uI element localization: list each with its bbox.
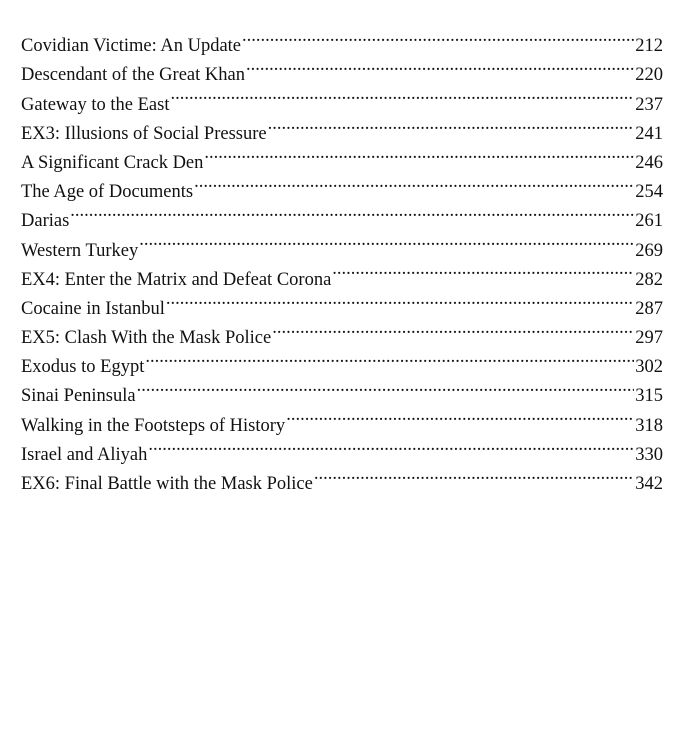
toc-entry-title: Sinai Peninsula <box>21 386 136 407</box>
toc-entry-page-number: 220 <box>635 65 663 86</box>
dot-leader <box>137 372 635 401</box>
toc-entry-title: Covidian Victime: An Update <box>21 36 242 57</box>
toc-entry-page-number: 237 <box>635 94 663 115</box>
toc-entry-page-number: 212 <box>635 36 663 57</box>
toc-entry-page-number: 315 <box>635 386 663 407</box>
dot-leader <box>194 168 634 197</box>
toc-entry-title: Exodus to Egypt <box>21 357 145 378</box>
dot-leader <box>268 110 635 139</box>
toc-entry-page-number: 282 <box>635 269 663 290</box>
dot-leader <box>242 22 634 51</box>
toc-entry-title: Gateway to the East <box>21 94 170 115</box>
toc-entry-title: Darias <box>21 211 70 232</box>
toc-entry-title: Cocaine in Istanbul <box>21 298 165 319</box>
toc-entry-page-number: 318 <box>635 415 663 436</box>
toc-entry-title: EX3: Illusions of Social Pressure <box>21 123 267 144</box>
dot-leader <box>314 460 634 489</box>
dot-leader <box>166 285 634 314</box>
toc-entry-title: EX6: Final Battle with the Mask Police <box>21 474 313 494</box>
toc-entry-title: EX5: Clash With the Mask Police <box>21 328 272 349</box>
toc-entry-page-number: 287 <box>635 298 663 319</box>
dot-leader <box>139 226 634 255</box>
toc-entry-title: Israel and Aliyah <box>21 444 148 465</box>
dot-leader <box>170 80 634 109</box>
toc-entry-title: A Significant Crack Den <box>21 152 204 173</box>
table-of-contents <box>21 22 663 494</box>
toc-entry[interactable] <box>21 197 663 232</box>
dot-leader <box>70 197 634 226</box>
toc-entry-title: Walking in the Footsteps of History <box>21 415 286 436</box>
toc-entry-page-number: 246 <box>635 152 663 173</box>
toc-entry-page-number: 254 <box>635 182 663 203</box>
toc-entry[interactable] <box>21 226 663 261</box>
dot-leader <box>332 256 634 285</box>
dot-leader <box>246 51 634 80</box>
toc-entry-page-number: 261 <box>635 211 663 232</box>
toc-entry-page-number: 269 <box>635 240 663 261</box>
dot-leader <box>145 343 634 372</box>
toc-entry-page-number: 330 <box>635 444 663 465</box>
toc-entry-page-number: 342 <box>635 474 663 494</box>
toc-entry-title: Descendant of the Great Khan <box>21 65 245 86</box>
toc-entry-page-number: 297 <box>635 328 663 349</box>
toc-entry[interactable] <box>21 22 663 57</box>
dot-leader <box>148 431 634 460</box>
toc-entry-page-number: 302 <box>635 357 663 378</box>
dot-leader <box>272 314 634 343</box>
toc-entry-title: The Age of Documents <box>21 182 194 203</box>
dot-leader <box>286 401 634 430</box>
toc-entry-title: EX4: Enter the Matrix and Defeat Corona <box>21 269 332 290</box>
toc-entry-page-number: 241 <box>635 123 663 144</box>
dot-leader <box>204 139 634 168</box>
toc-entry-title: Western Turkey <box>21 240 139 261</box>
